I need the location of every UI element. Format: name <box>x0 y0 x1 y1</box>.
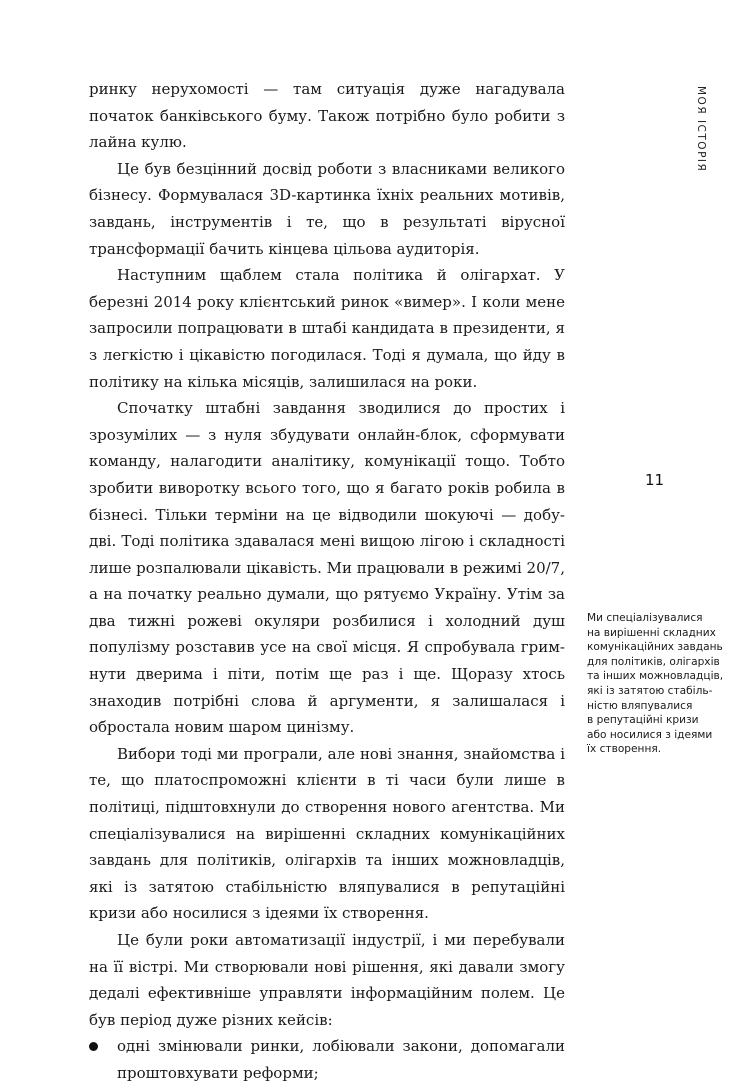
margin-note-line: для політиків, олігархів <box>587 655 720 668</box>
margin-note-line: на вирішенні складних <box>587 626 716 639</box>
paragraph-1: ринку нерухомості — там ситуація дуже нагадувала початок банківського буму. Також потрібно було робити з лайна кулю. <box>89 80 565 152</box>
margin-note-line: або носилися з ідеями <box>587 728 713 741</box>
bullet-text: одні змінювали ринки, лобіювали закони, допомагали проштовхувати реформи; <box>117 1037 565 1082</box>
margin-note <box>587 611 737 757</box>
paragraph-3: Наступним щаблем стала політика й олігархат. У березні 2014 року клієнтський ринок «вимер». І коли мене запросили попрацювати в штабі кандидата в президенти, я з легкістю і цікавістю погодилася. Тоді я думала, що йду в політику на кілька місяців, залишилася на роки. <box>89 266 565 391</box>
bullet-dot-icon <box>89 1042 98 1051</box>
running-head: МОЯ ІСТОРІЯ <box>695 86 707 173</box>
main-text <box>89 76 565 1087</box>
margin-note-line: ністю вляпувалися <box>587 699 693 712</box>
margin-note-line: їх створення. <box>587 743 662 756</box>
paragraph-6: Це були роки автоматизації індустрії, і ми перебували на її вістрі. Ми створювали нові рішення, які давали змогу дедалі ефективніше управляти інформаційним полем. Це був період дуже різних кейсів: <box>89 931 565 1029</box>
bullet-item <box>89 1033 565 1086</box>
margin-note-line: Ми спеціалізувалися <box>587 612 703 624</box>
margin-note-line: та інших можновладців, <box>587 670 724 683</box>
paragraph-4: Спочатку штабні завдання зводилися до простих і зрозумілих — з нуля збудувати онлайн-блок, сформувати команду, налагодити аналітику, комунікації тощо. Тобто зробити виворотку всього того, що я багато років робила в бізнесі. Тільки терміни на це відводили шокуючі — добу-дві. Тоді політика здавалася мені вищою лігою і складності лише розпалювали цікавість. Ми працювали в режимі 20/7, а на початку реально думали, що рятуємо Україну. Утім за два тижні рожеві окуляри розбилися і холодний душ популізму розставив усе на свої місця. Я спробувала гримнути дверима і піти, потім ще раз і ще. Щоразу хтось знаходив потрібні слова й аргументи, я залишалася і обростала новим шаром цинізму. <box>89 399 565 737</box>
paragraph-5: Вибори тоді ми програли, але нові знання, знайомства і те, що платоспроможні клієнти в ті часи були лише в політиці, підштовхнули до створення нового агентства. Ми спеціалізувалися на вирішенні складних комунікаційних завдань для політиків, олігархів та інших можновладців, які із затятою стабільністю вляпувалися в репутаційні кризи або носилися з ідеями їх створення. <box>89 744 565 923</box>
paragraph-2: Це був безцінний досвід роботи з власниками великого бізнесу. Формувалася 3D-картинка їхніх реальних мотивів, завдань, інструментів і те, що в результаті вірусної трансформації бачить кінцева цільова аудиторія. <box>89 159 565 258</box>
bullet-list <box>89 1033 565 1086</box>
page-number: 11 <box>645 471 665 489</box>
margin-note-line: в репутаційні кризи <box>587 714 699 727</box>
margin-note-line: комунікаційних завдань <box>587 641 723 654</box>
margin-note-line: які із затятою стабіль- <box>587 684 713 697</box>
